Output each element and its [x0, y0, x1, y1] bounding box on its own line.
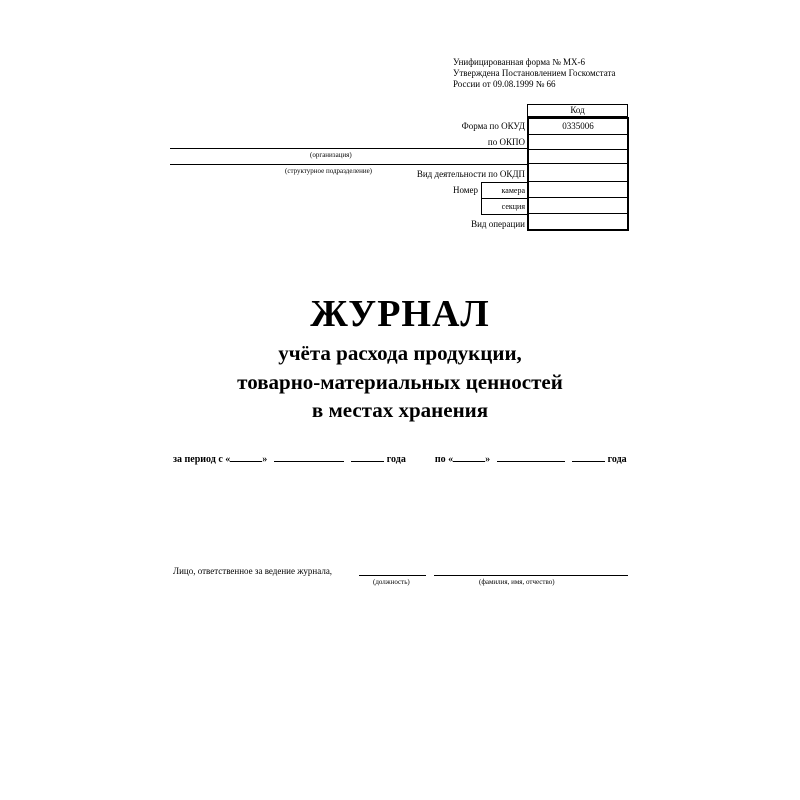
period-from-year-blank[interactable] — [351, 452, 384, 462]
number-subbox — [481, 182, 527, 215]
full-name-line[interactable] — [434, 575, 628, 576]
code-column-header: Код — [527, 104, 628, 117]
number-label: Номер — [452, 185, 478, 195]
operation-code-cell[interactable] — [529, 213, 627, 229]
journal-title: ЖУРНАЛ — [310, 293, 490, 335]
section-code-cell[interactable] — [529, 197, 627, 214]
okud-code-cell: 0335006 — [529, 119, 627, 135]
period-from-label: за период с « — [173, 454, 231, 465]
period-to-day-blank[interactable] — [453, 452, 485, 462]
position-caption: (должность) — [373, 578, 410, 586]
period-to-year-blank[interactable] — [572, 452, 605, 462]
period-from-day-blank[interactable] — [230, 452, 262, 462]
okdp-code-cell[interactable] — [529, 163, 627, 182]
okpo-code-cell[interactable] — [529, 134, 627, 150]
journal-subtitle-line1: учёта расхода продукции, — [278, 341, 522, 365]
chamber-label: камера — [482, 183, 527, 199]
position-line[interactable] — [359, 575, 426, 576]
okpo-label: по ОКПО — [487, 137, 525, 147]
period-to-label: по « — [434, 454, 454, 465]
journal-subtitle-line2: товарно-материальных ценностей — [237, 370, 563, 394]
okdp-label: Вид деятельности по ОКДП — [416, 169, 525, 179]
full-name-caption: (фамилия, имя, отчество) — [479, 578, 555, 586]
form-approval-block — [453, 57, 616, 90]
period-from-quote: » — [262, 454, 268, 465]
period-to-quote: » — [485, 454, 491, 465]
approval-date-text: России от 09.08.1999 № 66 — [453, 79, 556, 89]
division-line[interactable] — [170, 164, 527, 165]
form-number-text: Унифицированная форма № МХ-6 — [453, 57, 586, 67]
period-to-month-blank[interactable] — [497, 452, 565, 462]
org-spacer-cell — [529, 149, 627, 164]
operation-label: Вид операции — [471, 219, 525, 229]
period-line — [173, 452, 627, 466]
okud-label: Форма по ОКУД — [461, 121, 525, 131]
division-caption: (структурное подразделение) — [285, 167, 373, 175]
period-to-year-label: года — [607, 454, 627, 465]
chamber-code-cell[interactable] — [529, 181, 627, 198]
organization-line[interactable] — [170, 148, 527, 149]
journal-subtitle-line3: в местах хранения — [311, 398, 489, 422]
organization-caption: (организация) — [310, 151, 352, 159]
approval-text: Утверждена Постановлением Госкомстата — [453, 68, 616, 78]
period-from-month-blank[interactable] — [274, 452, 344, 462]
code-box — [527, 117, 629, 231]
responsible-label: Лицо, ответственное за ведение журнала, — [173, 566, 333, 576]
section-label: секция — [482, 199, 527, 215]
period-from-year-label: года — [386, 454, 406, 465]
